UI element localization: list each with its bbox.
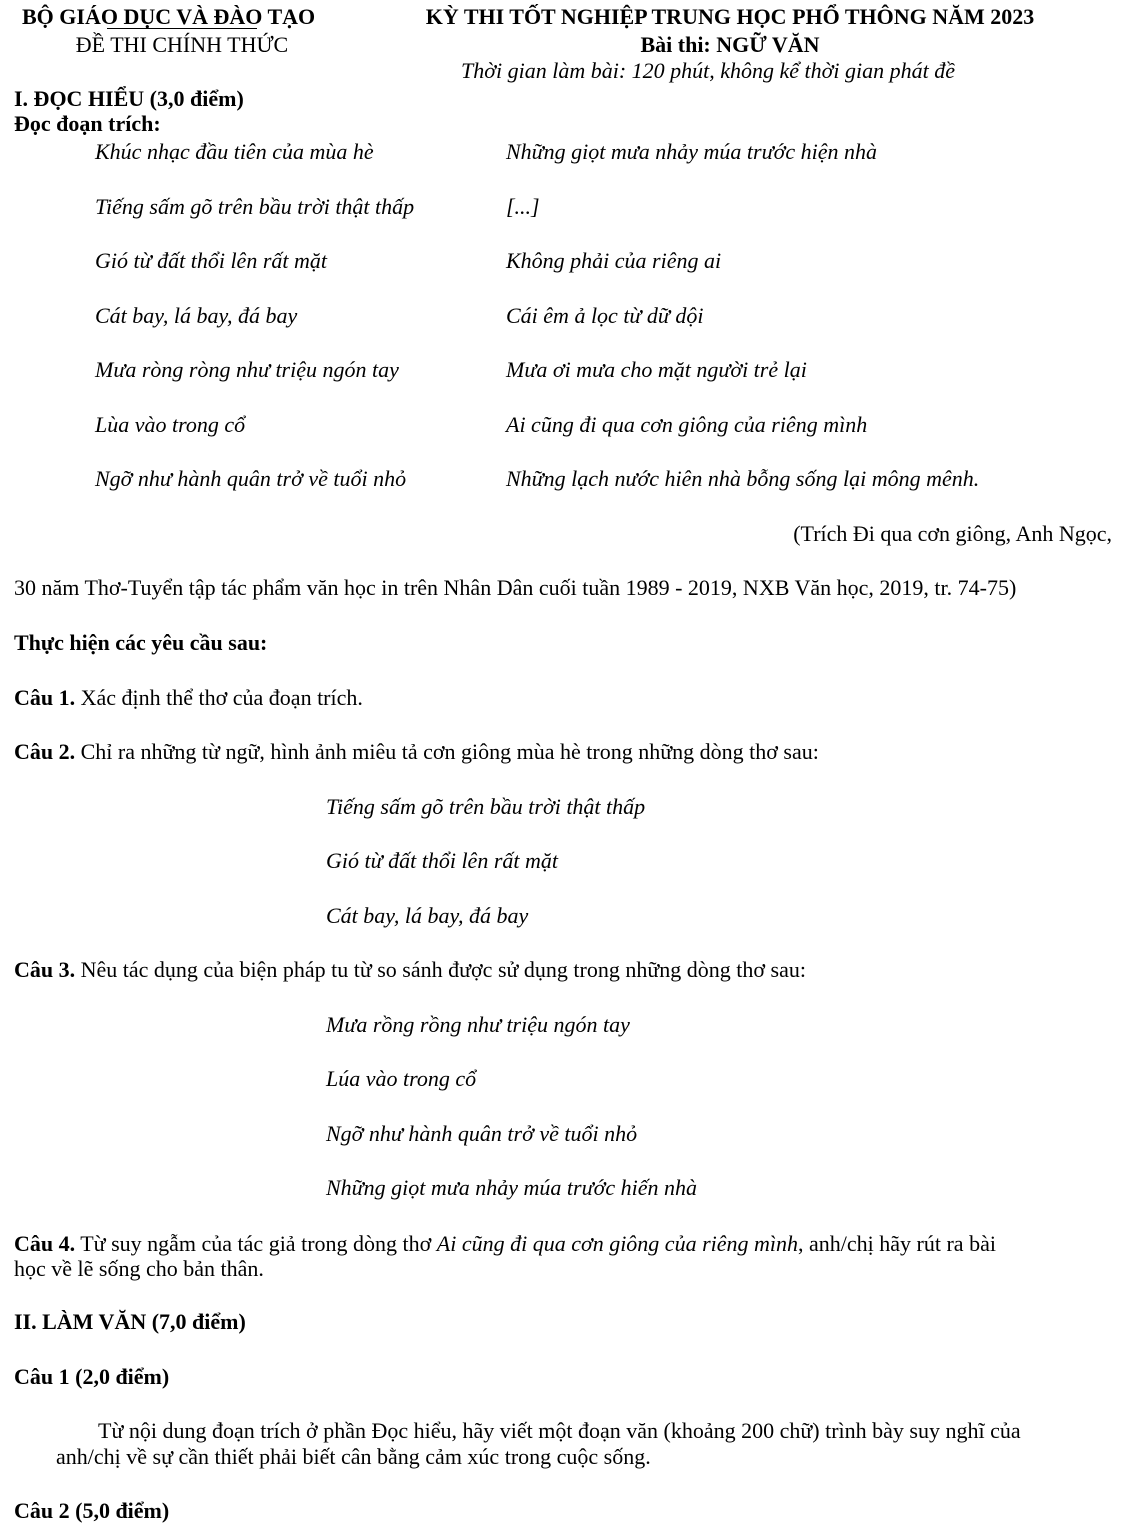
quoted-line: Ngỡ như hành quân trở về tuổi nhỏ: [326, 1121, 638, 1146]
question-quote: Ai cũng đi qua cơn giông của riêng mình: [436, 1231, 799, 1256]
part2-title: II. LÀM VĂN (7,0 điểm): [14, 1309, 246, 1334]
quoted-line: Gió từ đất thổi lên rất mặt: [326, 848, 558, 873]
essay-question-1-heading: Câu 1 (2,0 điểm): [14, 1364, 170, 1389]
poem-line: Những giọt mưa nhảy múa trước hiện nhà: [506, 139, 877, 164]
part1-title: I. ĐỌC HIỂU (3,0 điểm): [14, 86, 244, 111]
quoted-line: Lúa vào trong cổ: [326, 1066, 477, 1091]
poem-line: Ai cũng đi qua cơn giông của riêng mình: [506, 412, 868, 437]
question-2: [14, 739, 819, 765]
header-underline: [107, 28, 257, 29]
question-label: Câu 4.: [14, 1231, 76, 1256]
poem-line: Khúc nhạc đầu tiên của mùa hè: [95, 139, 374, 164]
question-text: , anh/chị hãy rút ra bài: [798, 1231, 996, 1256]
official-exam-label: ĐỀ THI CHÍNH THỨC: [75, 32, 289, 57]
poem-line: Mưa ròng ròng như triệu ngón tay: [95, 357, 399, 382]
poem-line: Lùa vào trong cổ: [95, 412, 246, 437]
question-1: [14, 685, 363, 711]
question-4: [14, 1231, 996, 1257]
exam-time: Thời gian làm bài: 120 phút, không kể thời gian phát đề: [461, 58, 956, 83]
quoted-line: Cát bay, lá bay, đá bay: [326, 903, 529, 928]
question-4-continued: học về lẽ sống cho bản thân.: [14, 1256, 264, 1281]
poem-line: Không phải của riêng ai: [506, 248, 722, 273]
question-text: Nêu tác dụng của biện pháp tu từ so sánh được sử dụng trong những dòng thơ sau:: [75, 957, 806, 982]
poem-line: Cát bay, lá bay, đá bay: [95, 303, 298, 328]
poem-line: [...]: [506, 194, 540, 219]
source-citation-detail: 30 năm Thơ-Tuyển tập tác phẩm văn học in trên Nhân Dân cuối tuần 1989 - 2019, NXB Văn học, 2019, tr. 74-75): [14, 575, 1017, 600]
poem-line: Những lạch nước hiên nhà bỗng sống lại mông mênh.: [506, 466, 980, 491]
question-label: Câu 1.: [14, 685, 76, 710]
question-3: [14, 957, 806, 983]
poem-line: Tiếng sấm gõ trên bầu trời thật thấp: [95, 194, 415, 219]
question-text: Từ suy ngẫm của tác giả trong dòng thơ: [75, 1231, 437, 1256]
exam-subject: Bài thi: NGỮ VĂN: [640, 32, 820, 57]
source-citation: (Trích Đi qua cơn giông, Anh Ngọc,: [793, 521, 1112, 546]
quoted-line: Mưa rồng rồng như triệu ngón tay: [326, 1012, 630, 1037]
question-text: Chỉ ra những từ ngữ, hình ảnh miêu tả cơn giông mùa hè trong những dòng thơ sau:: [75, 739, 819, 764]
poem-line: Cái êm ả lọc từ dữ dội: [506, 303, 704, 328]
tasks-heading: Thực hiện các yêu cầu sau:: [14, 630, 268, 655]
question-label: Câu 2.: [14, 739, 76, 764]
ministry-name: BỘ GIÁO DỤC VÀ ĐÀO TẠO: [22, 4, 316, 29]
essay-question-1-text: Từ nội dung đoạn trích ở phần Đọc hiểu, hãy viết một đoạn văn (khoảng 200 chữ) trình bày suy nghĩ của: [98, 1418, 1021, 1443]
poem-line: Gió từ đất thổi lên rất mặt: [95, 248, 327, 273]
question-label: Câu 3.: [14, 957, 76, 982]
question-text: Xác định thể thơ của đoạn trích.: [75, 685, 363, 710]
essay-question-2-heading: Câu 2 (5,0 điểm): [14, 1498, 170, 1523]
essay-question-1-text-cont: anh/chị về sự cần thiết phải biết cân bằng cảm xúc trong cuộc sống.: [56, 1444, 651, 1469]
poem-line: Mưa ơi mưa cho mặt người trẻ lại: [506, 357, 807, 382]
reading-intro: Đọc đoạn trích:: [14, 111, 161, 136]
quoted-line: Những giọt mưa nhảy múa trước hiến nhà: [326, 1175, 697, 1200]
quoted-line: Tiếng sấm gõ trên bầu trời thật thấp: [326, 794, 646, 819]
exam-title: KỲ THI TỐT NGHIỆP TRUNG HỌC PHỔ THÔNG NĂM 2023: [425, 4, 1035, 29]
poem-line: Ngỡ như hành quân trở về tuổi nhỏ: [95, 466, 407, 491]
